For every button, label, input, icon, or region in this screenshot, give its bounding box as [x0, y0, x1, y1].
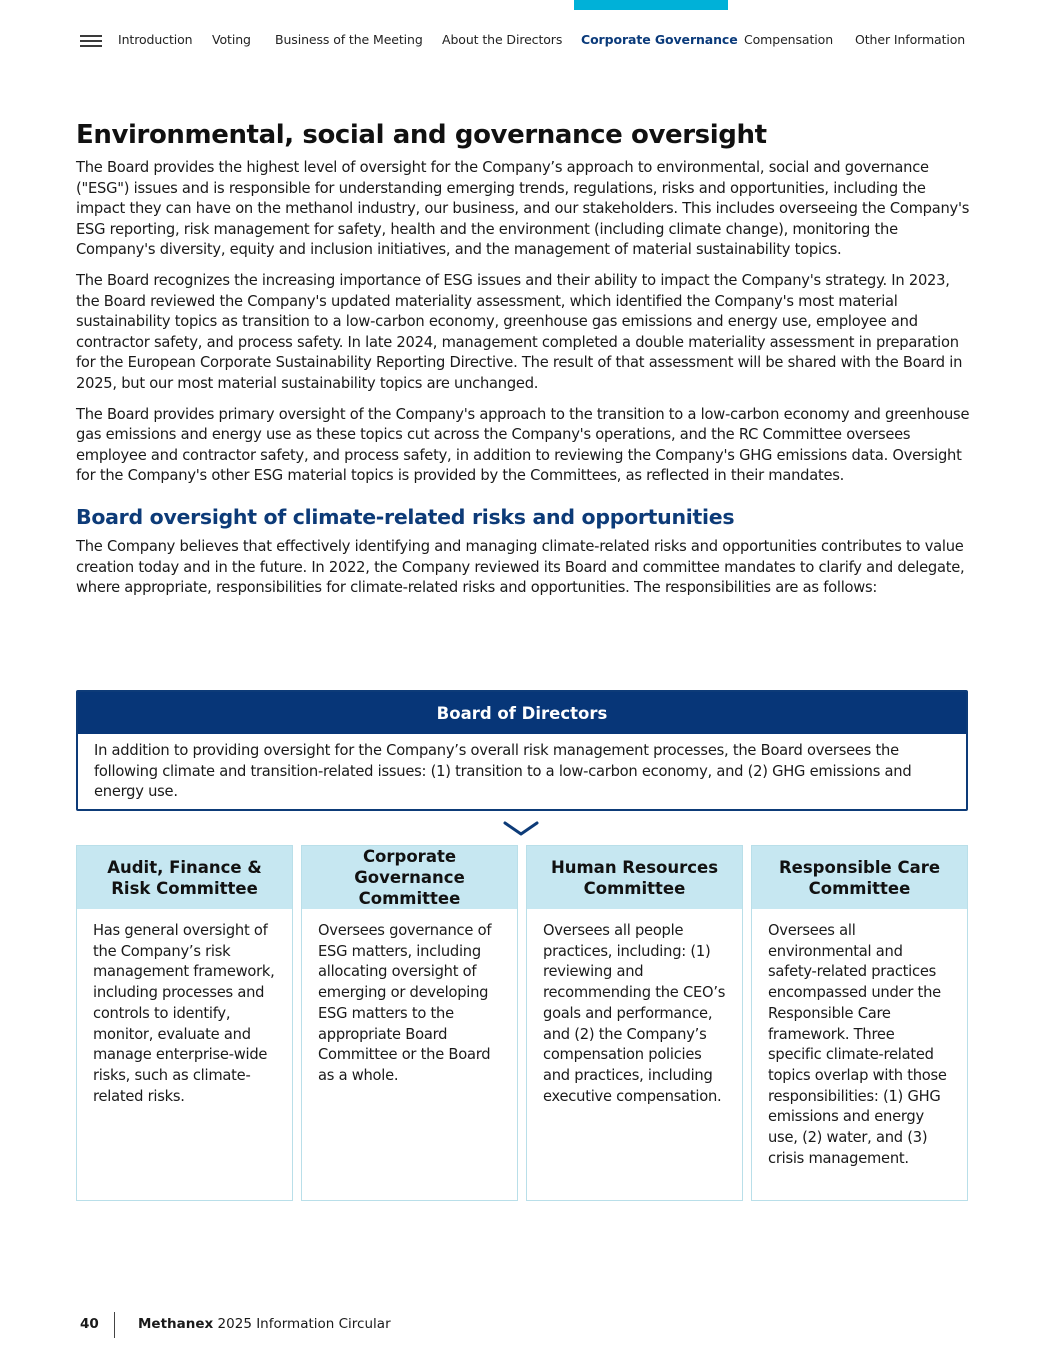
committee-description: Oversees all environmental and safety-related practices encompassed under the Responsible Care framework. Three specific climate-related topics overlap with those responsibilities: (1) GHG emissions and energy use, (2) water, and (3) crisis management. — [768, 922, 947, 1167]
board-of-directors-text: In addition to providing oversight for the Company’s overall risk management processes, the Board oversees the following climate and transition-related issues: (1) transition to a low-carbon economy, and (2) GHG emissions and energy use. — [94, 742, 912, 801]
nav-item-corporate-governance[interactable]: Corporate Governance — [581, 32, 738, 47]
nav-item-other-information[interactable]: Other Information — [855, 32, 966, 47]
main-content — [76, 120, 970, 609]
chevron-down-icon — [503, 820, 539, 838]
nav-item-compensation[interactable]: Compensation — [744, 32, 834, 47]
paragraph: The Board provides the highest level of oversight for the Company’s approach to environmental, social and governance ("ESG") issues and is responsible for understanding emerging trends, regulations, risks and opportunities, including the impact they can have on the methanol industry, our business, and our stakeholders. This includes overseeing the Company's ESG reporting, risk management for safety, health and the environment (including climate change), monitoring the Company's diversity, equity and inclusion initiatives, and the management of material sustainability topics. — [76, 159, 970, 259]
document-name: 2025 Information Circular — [217, 1316, 391, 1332]
board-of-directors-box — [76, 690, 968, 811]
committee-title: Human Resources Committee — [527, 846, 742, 909]
company-name: Methanex — [138, 1316, 214, 1332]
committee-description: Oversees governance of ESG matters, including allocating oversight of emerging or developing ESG matters to the appropriate Board Committee or the Board as a whole. — [318, 922, 492, 1084]
committee-title: Corporate Governance Committee — [302, 846, 517, 909]
top-navigation — [80, 30, 980, 54]
paragraph: The Board provides primary oversight of the Company's approach to the transition to a low-carbon economy and greenhouse gas emissions and energy use as these topics cut across the Company's operations, and the RC Committee oversees employee and contractor safety, and process safety, in addition to reviewing the Company's GHG emissions data. Oversight for the Company's other ESG material topics is provided by the Committees, as reflected in their mandates. — [76, 405, 970, 485]
nav-item-introduction[interactable]: Introduction — [118, 32, 193, 47]
document-title — [138, 1316, 391, 1332]
hamburger-menu-icon[interactable] — [80, 34, 102, 48]
board-of-directors-title: Board of Directors — [78, 692, 966, 734]
active-tab-indicator — [574, 0, 728, 10]
paragraph: The Company believes that effectively identifying and managing climate-related risks and opportunities contributes to value creation today and in the future. In 2022, the Company reviewed its Board and committee mandates to clarify and delegate, where appropriate, responsibilities for climate-related risks and opportunities. The responsibilities are as follows: — [76, 537, 965, 597]
page-number: 40 — [80, 1316, 99, 1332]
nav-item-about-the-directors[interactable]: About the Directors — [442, 32, 563, 47]
committee-card-responsible-care — [751, 845, 968, 1201]
section-heading: Board oversight of climate-related risks and opportunities — [76, 504, 735, 529]
committee-description: Has general oversight of the Company’s risk management framework, including processes and controls to identify, monitor, evaluate and manage enterprise-wide risks, such as climate-related risks. — [93, 922, 275, 1105]
committee-description: Oversees all people practices, including: (1) reviewing and recommending the CEO’s goals and performance, and (2) the Company’s compensation policies and practices, including executive compensation. — [543, 922, 726, 1105]
committee-card-corporate-governance — [301, 845, 518, 1201]
nav-item-business-of-the-meeting[interactable]: Business of the Meeting — [275, 32, 423, 47]
committee-card-audit-finance-risk — [76, 845, 293, 1201]
committee-card-human-resources — [526, 845, 743, 1201]
committee-title: Responsible Care Committee — [752, 846, 967, 909]
footer-divider — [114, 1312, 115, 1338]
nav-item-voting[interactable]: Voting — [212, 32, 251, 47]
page-title: Environmental, social and governance oversight — [76, 120, 767, 150]
paragraph: The Board recognizes the increasing importance of ESG issues and their ability to impact the Company's strategy. In 2023, the Board reviewed the Company's updated materiality assessment, which identified the Company's most material sustainability topics as transition to a low-carbon economy, greenhouse gas emissions and energy use, employee and contractor safety, and process safety. In late 2024, management completed a double materiality assessment in preparation for the European Corporate Sustainability Reporting Directive. The result of that assessment will be shared with the Board in 2025, but our most material sustainability topics are unchanged. — [76, 271, 963, 392]
page-footer — [80, 1312, 480, 1338]
committee-title: Audit, Finance & Risk Committee — [77, 846, 292, 909]
